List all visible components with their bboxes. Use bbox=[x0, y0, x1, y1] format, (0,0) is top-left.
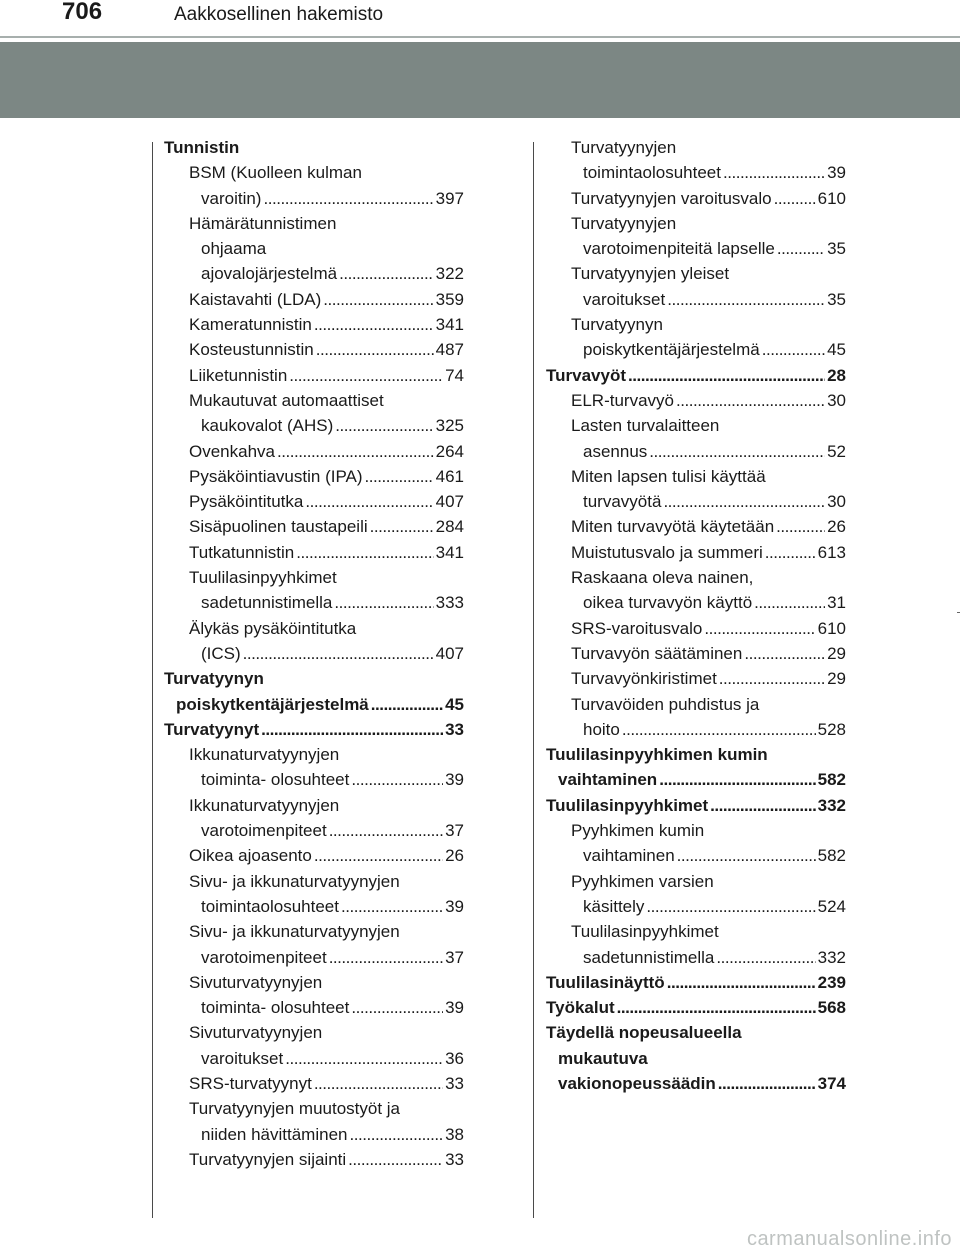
index-entry bbox=[546, 692, 846, 717]
index-entry-text: (ICS) bbox=[201, 643, 241, 663]
index-entry-text: Sivu- ja ikkunaturvatyynyjen bbox=[189, 922, 400, 942]
index-entry-page: 38 bbox=[445, 1124, 464, 1144]
index-entry-text: niiden hävittäminen bbox=[201, 1124, 348, 1144]
index-entry-page: 30 bbox=[827, 492, 846, 512]
index-entry bbox=[546, 742, 846, 767]
index-entry-text: Tuulilasinpyyhkimen kumin bbox=[546, 745, 768, 765]
index-entry-page: 74 bbox=[445, 365, 464, 385]
index-entry-page: 582 bbox=[817, 846, 846, 866]
index-entry-page: 359 bbox=[435, 289, 464, 309]
index-entry-text: Turvatyynyn bbox=[571, 315, 663, 335]
dot-leader bbox=[718, 1071, 816, 1096]
dot-leader bbox=[676, 388, 825, 413]
index-entry-page: 39 bbox=[445, 896, 464, 916]
index-entry bbox=[164, 818, 464, 843]
index-entry-page: 568 bbox=[817, 998, 846, 1018]
index-entry-text: Tunnistin bbox=[164, 138, 240, 157]
index-entry-text: Sivuturvatyynyjen bbox=[189, 972, 323, 992]
index-entry bbox=[164, 211, 464, 236]
index-entry-page: 26 bbox=[827, 517, 846, 537]
index-entry bbox=[546, 312, 846, 337]
index-column-right bbox=[546, 135, 846, 1096]
index-entry bbox=[164, 489, 464, 514]
index-entry bbox=[546, 970, 846, 995]
index-entry-page: 31 bbox=[827, 593, 846, 613]
index-entry bbox=[164, 1096, 464, 1121]
dot-leader bbox=[776, 514, 825, 539]
index-column-left bbox=[164, 135, 464, 1172]
dot-leader bbox=[622, 717, 816, 742]
index-entry bbox=[164, 1147, 464, 1172]
index-entry bbox=[546, 945, 846, 970]
index-entry bbox=[546, 995, 846, 1020]
index-entry-text: ajovalojärjestelmä bbox=[201, 264, 338, 284]
index-entry-page: 26 bbox=[445, 846, 464, 866]
index-entry-text: hoito bbox=[583, 719, 620, 739]
index-entry-text: Ovenkahva bbox=[189, 441, 275, 461]
index-entry-text: Turvavyöt bbox=[546, 365, 626, 385]
index-entry bbox=[164, 186, 464, 211]
footer-watermark: carmanualsonline.info bbox=[746, 1228, 952, 1250]
index-entry-text: Tuulilasinäyttö bbox=[546, 972, 665, 992]
index-entry-page: 325 bbox=[435, 416, 464, 436]
index-entry-page: 37 bbox=[445, 947, 464, 967]
index-entry bbox=[164, 616, 464, 641]
index-entry bbox=[164, 1071, 464, 1096]
index-entry bbox=[164, 590, 464, 615]
dot-leader bbox=[365, 464, 434, 489]
index-entry-page: 36 bbox=[445, 1048, 464, 1068]
index-entry bbox=[164, 363, 464, 388]
index-entry-text: Turvatyynyjen bbox=[571, 138, 677, 157]
index-entry-page: 35 bbox=[827, 289, 846, 309]
index-entry-text: turvavyötä bbox=[583, 492, 662, 512]
dot-leader bbox=[243, 641, 434, 666]
index-entry-page: 35 bbox=[827, 239, 846, 259]
index-entry-text: Turvatyynyjen yleiset bbox=[571, 264, 730, 284]
index-entry-text: poiskytkentäjärjestelmä bbox=[176, 694, 369, 714]
index-entry-text: BSM (Kuolleen kulman bbox=[189, 163, 362, 183]
index-entry-page: 333 bbox=[435, 593, 464, 613]
middle-column-rule bbox=[533, 142, 534, 1218]
index-entry bbox=[546, 236, 846, 261]
dot-leader bbox=[314, 1071, 443, 1096]
dot-leader bbox=[765, 540, 816, 565]
index-entry-page: 52 bbox=[827, 441, 846, 461]
dot-leader bbox=[777, 236, 825, 261]
dot-leader bbox=[667, 287, 825, 312]
index-entry-text: toimintaolosuhteet bbox=[583, 163, 721, 183]
index-entry-page: 37 bbox=[445, 821, 464, 841]
index-entry-text: varoitukset bbox=[583, 289, 666, 309]
index-entry-page: 264 bbox=[435, 441, 464, 461]
index-entry bbox=[546, 767, 846, 792]
index-entry bbox=[546, 919, 846, 944]
dot-leader bbox=[659, 767, 815, 792]
index-entry bbox=[164, 312, 464, 337]
index-entry-text: Miten lapsen tulisi käyttää bbox=[571, 466, 766, 486]
index-entry-text: Turvatyynyjen varoitusvalo bbox=[571, 188, 772, 208]
index-entry-text: Pysäköintiavustin (IPA) bbox=[189, 466, 363, 486]
index-entry bbox=[164, 160, 464, 185]
dot-leader bbox=[349, 1122, 443, 1147]
dot-leader bbox=[704, 616, 815, 641]
index-entry-text: varotoimenpiteet bbox=[201, 821, 327, 841]
index-entry-text: Turvavöiden puhdistus ja bbox=[571, 694, 760, 714]
index-entry-page: 374 bbox=[817, 1073, 846, 1093]
index-entry bbox=[546, 514, 846, 539]
index-entry-text: Pysäköintitutka bbox=[189, 492, 304, 512]
dot-leader bbox=[649, 439, 825, 464]
index-entry-text: Täydellä nopeusalueella bbox=[546, 1023, 742, 1043]
index-entry-text: Turvatyynyn bbox=[164, 669, 264, 689]
index-entry bbox=[546, 894, 846, 919]
index-entry-page: 33 bbox=[445, 1073, 464, 1093]
index-entry-text: toimintaolosuhteet bbox=[201, 896, 339, 916]
dot-leader bbox=[762, 337, 825, 362]
index-entry bbox=[546, 565, 846, 590]
index-entry bbox=[164, 1046, 464, 1071]
index-entry bbox=[546, 261, 846, 286]
index-entry-text: Työkalut bbox=[546, 998, 615, 1018]
index-entry bbox=[164, 135, 464, 160]
index-entry bbox=[546, 287, 846, 312]
index-entry-text: Turvatyynyjen sijainti bbox=[189, 1149, 347, 1169]
index-entry bbox=[164, 464, 464, 489]
dot-leader bbox=[335, 413, 433, 438]
index-entry-page: 39 bbox=[827, 163, 846, 183]
index-entry-text: Pyyhkimen varsien bbox=[571, 871, 714, 891]
index-entry bbox=[546, 590, 846, 615]
index-entry-text: Turvatyynyjen muutostyöt ja bbox=[189, 1099, 401, 1119]
dot-leader bbox=[744, 641, 825, 666]
index-entry bbox=[546, 464, 846, 489]
index-entry-page: 332 bbox=[817, 795, 846, 815]
index-entry-page: 524 bbox=[817, 896, 846, 916]
index-entry-text: Ikkunaturvatyynyjen bbox=[189, 795, 340, 815]
dot-leader bbox=[314, 312, 434, 337]
index-entry bbox=[546, 489, 846, 514]
index-entry-text: Tuulilasinpyyhkimet bbox=[546, 795, 709, 815]
index-entry bbox=[164, 287, 464, 312]
index-entry-text: Turvavyön säätäminen bbox=[571, 643, 743, 663]
dot-leader bbox=[289, 363, 443, 388]
index-entry-text: Muistutusvalo ja summeri bbox=[571, 542, 763, 562]
index-entry-page: 341 bbox=[435, 315, 464, 335]
dot-leader bbox=[371, 692, 443, 717]
index-entry-text: Raskaana oleva nainen, bbox=[571, 568, 754, 588]
index-entry bbox=[546, 717, 846, 742]
dot-leader bbox=[719, 666, 825, 691]
index-entry-text: Tutkatunnistin bbox=[189, 542, 295, 562]
index-entry bbox=[546, 337, 846, 362]
dot-leader bbox=[316, 337, 434, 362]
index-entry-page: 33 bbox=[445, 1149, 464, 1169]
index-entry bbox=[164, 514, 464, 539]
index-entry bbox=[546, 1020, 846, 1045]
index-entry bbox=[546, 388, 846, 413]
index-entry bbox=[164, 692, 464, 717]
index-entry bbox=[546, 363, 846, 388]
index-entry-text: Sivuturvatyynyjen bbox=[189, 1023, 323, 1043]
index-entry-page: 332 bbox=[817, 947, 846, 967]
index-entry bbox=[546, 641, 846, 666]
dot-leader bbox=[754, 590, 825, 615]
index-entry-text: varoitukset bbox=[201, 1048, 284, 1068]
index-entry-text: SRS-varoitusvalo bbox=[571, 618, 703, 638]
index-entry bbox=[164, 337, 464, 362]
index-entry-text: Pyyhkimen kumin bbox=[571, 821, 705, 841]
index-entry-text: Oikea ajoasento bbox=[189, 846, 312, 866]
dot-leader bbox=[723, 160, 825, 185]
index-entry-text: käsittely bbox=[583, 896, 645, 916]
index-entry-text: Hämärätunnistimen bbox=[189, 213, 337, 233]
index-entry bbox=[164, 565, 464, 590]
index-entry-page: 461 bbox=[435, 466, 464, 486]
index-entry-page: 33 bbox=[445, 719, 464, 739]
index-entry-text: varotoimenpiteet bbox=[201, 947, 327, 967]
dot-leader bbox=[263, 186, 433, 211]
index-entry-page: 39 bbox=[445, 770, 464, 790]
index-entry bbox=[546, 160, 846, 185]
dot-leader bbox=[285, 1046, 443, 1071]
dot-leader bbox=[341, 894, 443, 919]
index-entry-page: 39 bbox=[445, 998, 464, 1018]
index-entry bbox=[164, 995, 464, 1020]
index-entry bbox=[164, 767, 464, 792]
dot-leader bbox=[305, 489, 433, 514]
index-entry bbox=[164, 413, 464, 438]
left-column-rule bbox=[152, 142, 153, 1218]
dot-leader bbox=[710, 793, 815, 818]
index-entry-text: Ikkunaturvatyynyjen bbox=[189, 745, 340, 765]
index-entry-text: Miten turvavyötä käytetään bbox=[571, 517, 775, 537]
index-entry-text: Mukautuvat automaattiset bbox=[189, 390, 384, 410]
index-entry bbox=[546, 1046, 846, 1071]
index-entry bbox=[546, 818, 846, 843]
index-entry-text: varoitin) bbox=[201, 188, 262, 208]
dot-leader bbox=[677, 843, 816, 868]
index-entry-text: ohjaama bbox=[201, 239, 267, 259]
index-entry-text: varotoimenpiteitä lapselle bbox=[583, 239, 775, 259]
index-entry-text: Kosteustunnistin bbox=[189, 340, 314, 360]
index-entry bbox=[546, 211, 846, 236]
dot-leader bbox=[339, 261, 434, 286]
dot-leader bbox=[667, 970, 816, 995]
index-entry bbox=[164, 388, 464, 413]
index-entry bbox=[164, 894, 464, 919]
index-entry bbox=[546, 413, 846, 438]
index-entry bbox=[546, 843, 846, 868]
index-entry-page: 30 bbox=[827, 390, 846, 410]
index-entry bbox=[164, 641, 464, 666]
index-entry bbox=[164, 793, 464, 818]
index-entry bbox=[164, 919, 464, 944]
index-entry bbox=[546, 1071, 846, 1096]
index-entry bbox=[164, 1122, 464, 1147]
index-entry bbox=[546, 616, 846, 641]
dot-leader bbox=[351, 767, 443, 792]
dot-leader bbox=[370, 514, 434, 539]
index-entry-text: asennus bbox=[583, 441, 648, 461]
index-entry bbox=[164, 236, 464, 261]
index-entry-text: Turvatyynyjen bbox=[571, 213, 677, 233]
index-entry-page: 28 bbox=[827, 365, 846, 385]
index-entry-page: 239 bbox=[817, 972, 846, 992]
dot-leader bbox=[314, 843, 443, 868]
index-entry bbox=[164, 1020, 464, 1045]
index-entry-text: poiskytkentäjärjestelmä bbox=[583, 340, 760, 360]
index-entry-text: Tuulilasinpyyhkimet bbox=[571, 922, 719, 942]
index-entry-text: oikea turvavyön käyttö bbox=[583, 593, 753, 613]
dot-leader bbox=[716, 945, 815, 970]
index-entry bbox=[164, 869, 464, 894]
index-entry-page: 528 bbox=[817, 719, 846, 739]
dot-leader bbox=[348, 1147, 443, 1172]
dot-leader bbox=[628, 363, 825, 388]
index-entry-text: mukautuva bbox=[558, 1048, 648, 1068]
index-entry bbox=[546, 186, 846, 211]
dot-leader bbox=[617, 995, 816, 1020]
index-entry-text: kaukovalot (AHS) bbox=[201, 416, 334, 436]
index-entry-text: sadetunnistimella bbox=[201, 593, 333, 613]
index-entry-page: 45 bbox=[445, 694, 464, 714]
index-entry-page: 284 bbox=[435, 517, 464, 537]
index-entry-text: toiminta- olosuhteet bbox=[201, 998, 350, 1018]
index-entry-page: 341 bbox=[435, 542, 464, 562]
index-entry-text: toiminta- olosuhteet bbox=[201, 770, 350, 790]
dot-leader bbox=[277, 439, 434, 464]
index-entry-page: 487 bbox=[435, 340, 464, 360]
index-entry bbox=[164, 717, 464, 742]
index-entry-page: 613 bbox=[817, 542, 846, 562]
index-entry bbox=[164, 666, 464, 691]
dot-leader bbox=[329, 818, 443, 843]
index-entry bbox=[164, 742, 464, 767]
index-entry-text: vaihtaminen bbox=[583, 846, 675, 866]
header-banner bbox=[0, 42, 960, 118]
page-number: 706 bbox=[62, 0, 103, 25]
index-entry-page: 407 bbox=[435, 492, 464, 512]
index-entry bbox=[164, 843, 464, 868]
index-entry-text: Liiketunnistin bbox=[189, 365, 288, 385]
header-divider bbox=[0, 36, 960, 38]
index-entry-text: Älykäs pysäköintitutka bbox=[189, 618, 357, 638]
index-entry bbox=[164, 970, 464, 995]
index-entry-page: 29 bbox=[827, 669, 846, 689]
dot-leader bbox=[296, 540, 433, 565]
index-entry-page: 407 bbox=[435, 643, 464, 663]
index-entry-page: 610 bbox=[817, 618, 846, 638]
index-entry-page: 29 bbox=[827, 643, 846, 663]
index-entry bbox=[546, 135, 846, 160]
index-entry-text: SRS-turvatyynyt bbox=[189, 1073, 312, 1093]
dot-leader bbox=[774, 186, 816, 211]
dot-leader bbox=[261, 717, 443, 742]
index-entry-text: Tuulilasinpyyhkimet bbox=[189, 568, 337, 588]
index-entry bbox=[164, 540, 464, 565]
index-entry bbox=[164, 945, 464, 970]
index-entry bbox=[546, 793, 846, 818]
index-entry-text: Kameratunnistin bbox=[189, 315, 312, 335]
index-entry-page: 397 bbox=[435, 188, 464, 208]
dot-leader bbox=[646, 894, 815, 919]
section-title: Aakkosellinen hakemisto bbox=[174, 4, 384, 25]
index-entry bbox=[546, 666, 846, 691]
index-entry-page: 610 bbox=[817, 188, 846, 208]
index-entry bbox=[164, 439, 464, 464]
index-entry-text: sadetunnistimella bbox=[583, 947, 715, 967]
index-entry-page: 45 bbox=[827, 340, 846, 360]
dot-leader bbox=[334, 590, 433, 615]
index-entry-text: Sisäpuolinen taustapeili bbox=[189, 517, 368, 537]
dot-leader bbox=[663, 489, 825, 514]
dot-leader bbox=[323, 287, 433, 312]
index-entry-text: Lasten turvalaitteen bbox=[571, 416, 720, 436]
index-entry-text: vakionopeussäädin bbox=[558, 1073, 716, 1093]
index-entry-text: Kaistavahti (LDA) bbox=[189, 289, 322, 309]
dot-leader bbox=[329, 945, 443, 970]
index-entry bbox=[164, 261, 464, 286]
index-entry-text: Turvatyynyt bbox=[164, 719, 260, 739]
dot-leader bbox=[351, 995, 443, 1020]
index-entry-text: Turvavyönkiristimet bbox=[571, 669, 717, 689]
index-entry-text: Sivu- ja ikkunaturvatyynyjen bbox=[189, 871, 400, 891]
index-entry-page: 322 bbox=[435, 264, 464, 284]
index-entry bbox=[546, 540, 846, 565]
index-entry-text: ELR-turvavyö bbox=[571, 390, 674, 410]
index-entry bbox=[546, 869, 846, 894]
index-entry bbox=[546, 439, 846, 464]
index-entry-text: vaihtaminen bbox=[558, 770, 658, 790]
index-entry-page: 582 bbox=[817, 770, 846, 790]
